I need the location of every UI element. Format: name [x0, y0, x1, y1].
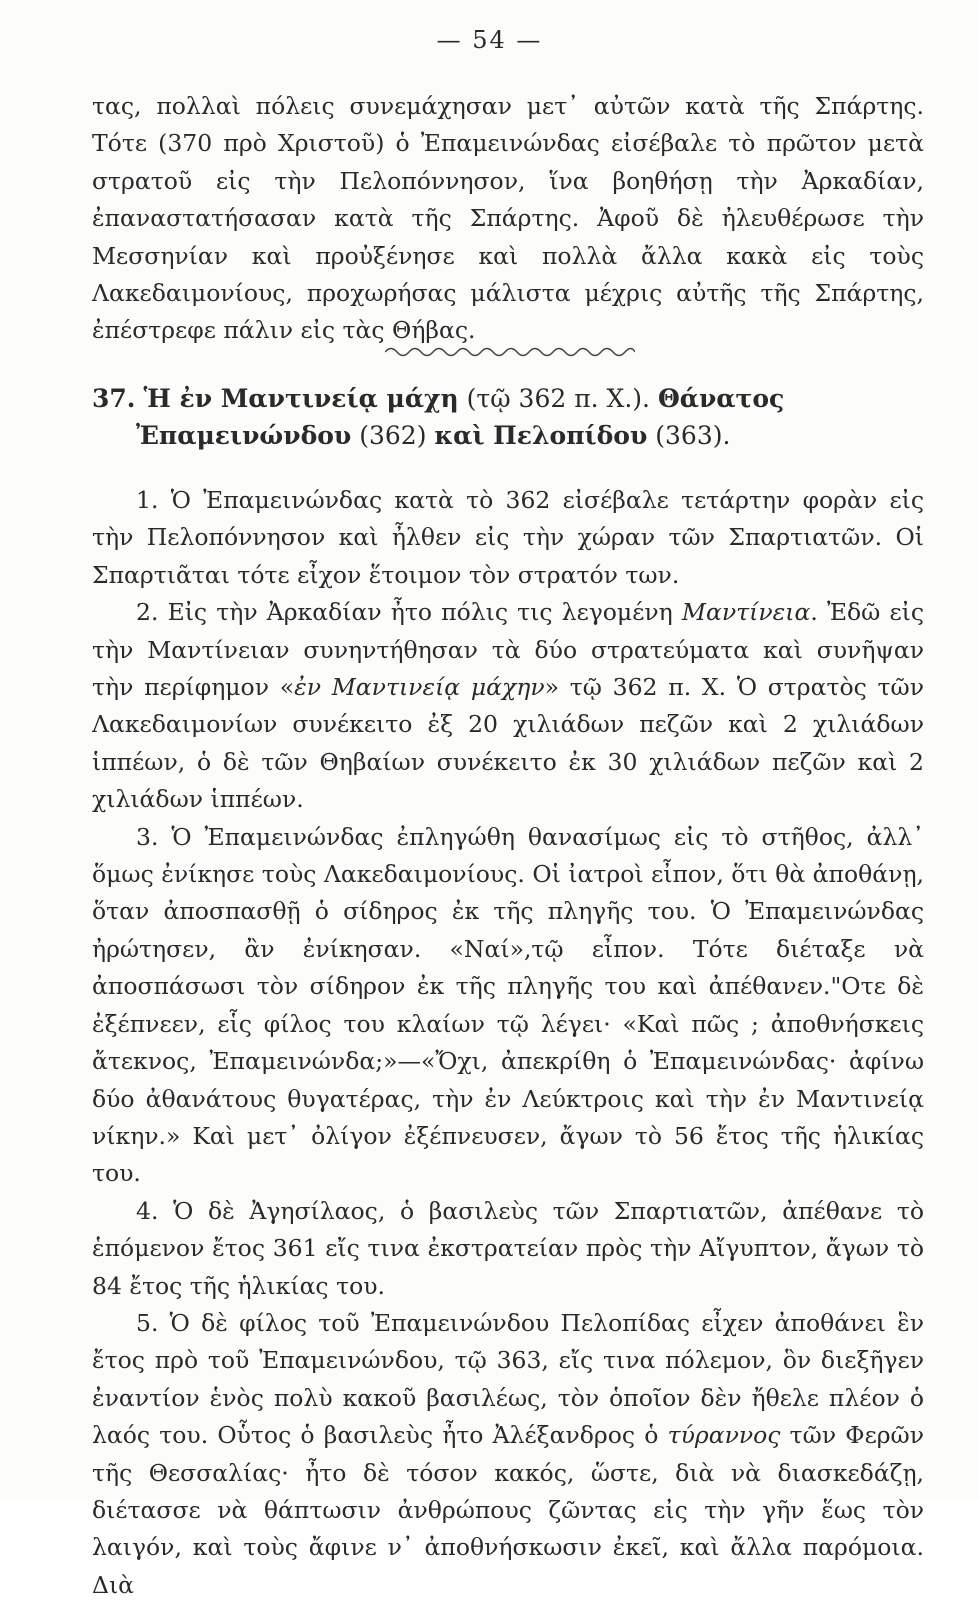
- text-run: τῶν Φερῶν τῆς Θεσσαλίας· ἦτο δὲ τόσον κακός, ὥστε, διὰ νὰ διασκεδάζῃ, διέτασσε νὰ θάπτωσιν ἀνθρώπους ζῶντας εἰς τὴν γῆν ἕως τὸν λαιγόν, καὶ τοὺς ἄφινε ν᾽ ἀποθνήσκωσιν ἐκεῖ, καὶ ἄλλα παρόμοια. Διὰ: [92, 1421, 925, 1599]
- italic-text: Μαντίνεια: [681, 598, 811, 627]
- text-run: 2. Εἰς τὴν Ἀρκαδίαν ἦτο πόλις τις λεγομένη: [136, 598, 682, 627]
- italic-text: τύραννος: [667, 1421, 781, 1450]
- italic-text: ἐν Μαντινείᾳ μάχην: [294, 673, 545, 702]
- paragraph-4: 4. Ὁ δὲ Ἀγησίλαος, ὁ βασιλεὺς τῶν Σπαρτιατῶν, ἀπέθανε τὸ ἑπόμενον ἔτος 361 εἴς τινα ἐκστρατείαν πρὸς τὴν Αἴγυπτον, ἄγων τὸ 84 ἔτος τῆς ἡλικίας του.: [92, 1196, 924, 1300]
- text-run: » τῷ 362 π. Χ. Ὁ στρατὸς τῶν Λακεδαιμονίων συνέκειτο ἐξ 20 χιλιάδων πεζῶν καὶ 2 χιλιάδων ἱππέων, ὁ δὲ τῶν Θηβαίων συνέκειτο ἐκ 30 χιλιάδων πεζῶν καὶ 2 χιλιάδων ἱππέων.: [92, 673, 924, 814]
- section-title-part: Ἐπαμεινώνδου: [136, 421, 352, 450]
- section-title-part: Ἡ ἐν Μαντινείᾳ μάχη: [143, 384, 459, 413]
- section-title-date: (363).: [655, 421, 731, 450]
- section-title-part: καὶ Πελοπίδου: [434, 421, 648, 450]
- page-number: — 54 —: [436, 26, 543, 54]
- paragraph-3: 3. Ὁ Ἐπαμεινώνδας ἐπληγώθη θανασίμως εἰς τὸ στῆθος, ἀλλ᾽ ὅμως ἐνίκησε τοὺς Λακεδαιμονίους. Οἱ ἰατροὶ εἶπον, ὅτι θὰ ἀποθάνῃ, ὅταν ἀποσπασθῇ ὁ σίδηρος ἐκ τῆς πληγῆς του. Ὁ Ἐπαμεινώνδας ἠρώτησεν, ἂν ἐνίκησαν. «Ναί»,τῷ εἶπον. Τότε διέταξε νὰ ἀποσπάσωσι τὸν σίδηρον ἐκ τῆς πληγῆς του καὶ ἀπέθανεν."Οτε δὲ ἐξέπνεεν, εἷς φίλος του κλαίων τῷ λέγει· «Καὶ πῶς ; ἀποθνήσκεις ἄτεκνος, Ἐπαμεινώνδα;»—«Ὄχι, ἀπεκρίθη ὁ Ἐπαμεινώνδας· ἀφίνω δύο ἀθανάτους θυγατέρας, τὴν ἐν Λεύκτροις καὶ τὴν ἐν Μαντινείᾳ νίκην.» Καὶ μετ᾽ ὀλίγον ἐξέπνευσεν, ἄγων τὸ 56 ἔτος τῆς ἡλικίας του.: [92, 822, 924, 1188]
- paragraph-1: 1. Ὁ Ἐπαμεινώνδας κατὰ τὸ 362 εἰσέβαλε τετάρτην φορὰν εἰς τὴν Πελοπόννησον καὶ ἦλθεν εἰς τὴν χώραν τῶν Σπαρτιατῶν. Οἱ Σπαρτιᾶται τότε εἶχον ἕτοιμον τὸν στρατόν των.: [92, 486, 924, 589]
- text-run: 5. Ὁ δὲ φίλος τοῦ Ἐπαμεινώνδου Πελοπίδας εἶχεν ἀποθάνει ἓν ἔτος πρὸ τοῦ Ἐπαμεινώνδου, τῷ 363, εἴς τινα πόλεμον, ὃν διεξῆγεν ἐναντίον ἑνὸς πολὺ κακοῦ βασιλέως, τὸν ὁποῖον δὲν ἤθελε πλέον ὁ λαός του. Οὗτος ὁ βασιλεὺς ἦτο Ἀλέξανδρος ὁ: [92, 1308, 924, 1450]
- paragraph-2: [92, 594, 924, 818]
- section-title-date: (362): [359, 421, 427, 450]
- section-title-date: (τῷ 362 π. Χ.).: [466, 384, 650, 413]
- section-number: 37.: [92, 384, 136, 413]
- body-block: [92, 482, 924, 1604]
- intro-block: [92, 88, 924, 350]
- section-heading: [92, 380, 924, 454]
- section-title-part: Θάνατος: [657, 384, 785, 413]
- intro-paragraph: τας, πολλαὶ πόλεις συνεμάχησαν μετ᾽ αὐτῶν κατὰ τῆς Σπάρτης. Τότε (370 πρὸ Χριστοῦ) ὁ Ἐπαμεινώνδας εἰσέβαλε τὸ πρῶτον μετὰ στρατοῦ εἰς τὴν Πελοπόννησον, ἵνα βοηθήσῃ τὴν Ἀρκαδίαν, ἐπαναστατήσασαν κατὰ τῆς Σπάρτης. Ἀφοῦ δὲ ἠλευθέρωσε τὴν Μεσσηνίαν καὶ προὐξένησε καὶ πολλὰ ἄλλα κακὰ εἰς τοὺς Λακεδαιμονίους, προχωρήσας μάλιστα μέχρις αὐτῆς τῆς Σπάρτης, ἐπέστρεφε πάλιν εἰς τὰς Θήβας.: [92, 92, 924, 345]
- paragraph-5: [92, 1305, 924, 1604]
- text-run: . Ἐδῶ εἰς τὴν Μαντίνειαν συνηντήθησαν τὰ δύο στρατεύματα καὶ συνῆψαν τὴν περίφημον «: [92, 598, 924, 702]
- wavy-divider: [385, 345, 635, 359]
